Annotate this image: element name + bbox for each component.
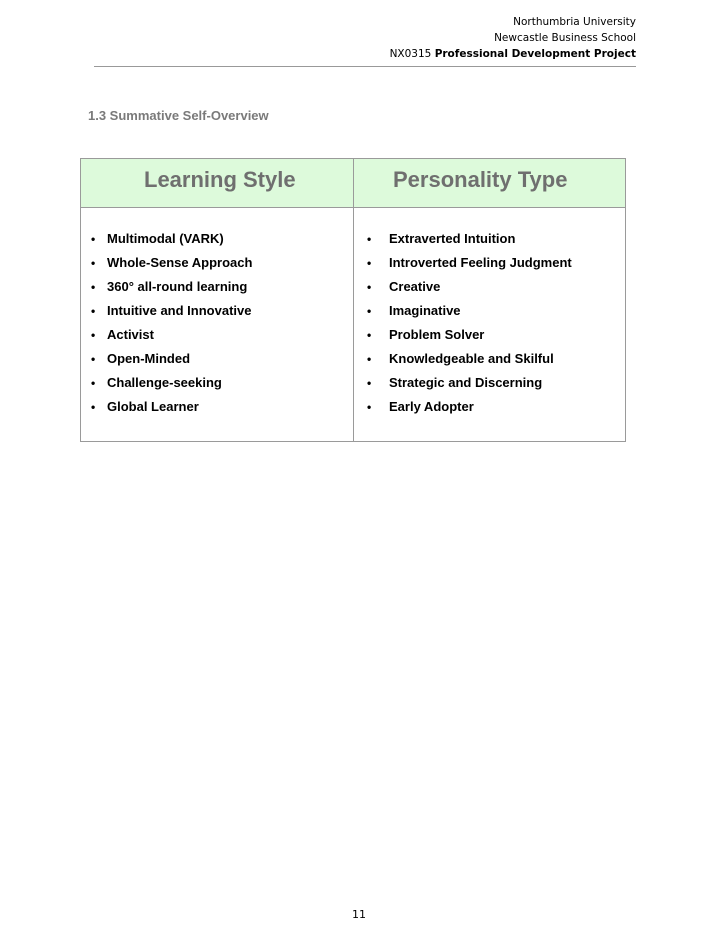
list-item: • Creative — [367, 279, 441, 294]
list-item: • Extraverted Intuition — [367, 231, 516, 246]
column-divider — [353, 159, 354, 441]
bullet-icon: • — [367, 352, 372, 366]
bullet-icon: • — [91, 352, 96, 366]
course-title: Professional Development Project — [434, 48, 636, 60]
bullet-icon: • — [91, 256, 96, 270]
list-item: • Problem Solver — [367, 327, 485, 342]
list-item: • Imaginative — [367, 303, 461, 318]
bullet-icon: • — [367, 328, 372, 342]
page-number: 11 — [352, 908, 366, 921]
list-item: • Intuitive and Innovative — [91, 303, 252, 318]
list-item: • Early Adopter — [367, 399, 474, 414]
bullet-icon: • — [367, 400, 372, 414]
list-item: • Strategic and Discerning — [367, 375, 543, 390]
list-item: • Activist — [91, 327, 154, 342]
bullet-icon: • — [91, 328, 96, 342]
bullet-icon: • — [91, 304, 96, 318]
bullet-icon: • — [367, 280, 372, 294]
list-item: • Multimodal (VARK) — [91, 231, 224, 246]
bullet-icon: • — [91, 232, 96, 246]
bullet-icon: • — [367, 232, 372, 246]
page-header — [390, 14, 636, 62]
personality-type-title: Personality Type — [393, 167, 568, 192]
bullet-icon: • — [91, 400, 96, 414]
section-heading: 1.3 Summative Self-Overview — [88, 108, 269, 123]
list-item: • Introverted Feeling Judgment — [367, 255, 572, 270]
bullet-icon: • — [91, 376, 96, 390]
list-item: • Challenge-seeking — [91, 375, 222, 390]
university-name: Northumbria University — [513, 16, 636, 28]
list-item: • Whole-Sense Approach — [91, 255, 253, 270]
bullet-icon: • — [91, 280, 96, 294]
bullet-icon: • — [367, 304, 372, 318]
course-code: NX0315 — [389, 48, 432, 60]
school-name: Newcastle Business School — [494, 32, 636, 44]
list-item: • Knowledgeable and Skilful — [367, 351, 554, 366]
personality-type-list — [367, 231, 572, 423]
header-divider — [94, 66, 636, 67]
list-item: • Global Learner — [91, 399, 199, 414]
learning-style-title: Learning Style — [144, 167, 296, 192]
learning-style-list — [91, 231, 252, 423]
self-overview-table — [80, 158, 626, 442]
course-line — [390, 46, 636, 62]
bullet-icon: • — [367, 256, 372, 270]
list-item: • 360° all-round learning — [91, 279, 248, 294]
bullet-icon: • — [367, 376, 372, 390]
list-item: • Open-Minded — [91, 351, 191, 366]
